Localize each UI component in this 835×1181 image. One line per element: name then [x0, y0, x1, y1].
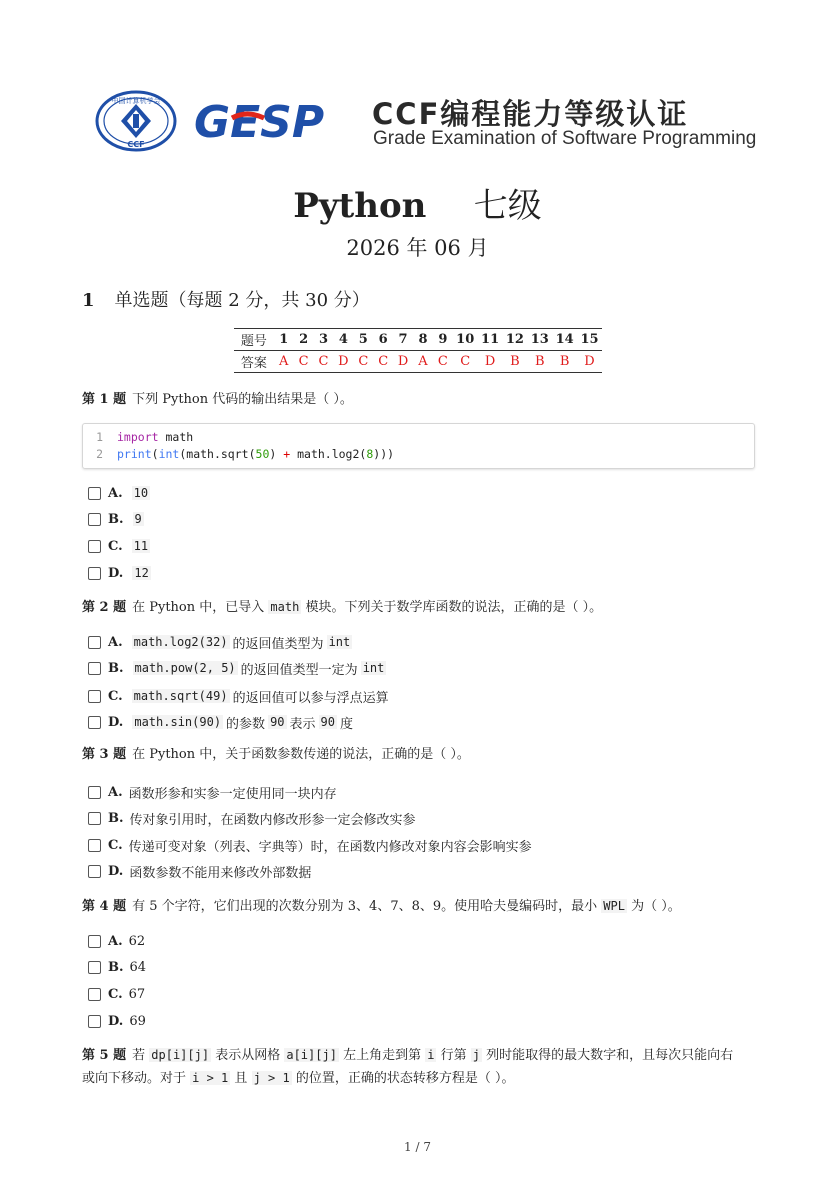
question-number-cell: 5: [358, 332, 368, 347]
question-4-label: 第 4 题: [82, 899, 127, 914]
question-text: 在 Python 中，关于函数参数传递的说法，正确的是（ ）。: [132, 747, 470, 762]
question-text: 列时能取得的最大数字和，且每次只能向右: [486, 1048, 734, 1063]
section-heading: [82, 286, 370, 312]
answer-cell: C: [437, 354, 448, 369]
option-letter: B.: [108, 660, 124, 676]
option-letter: C.: [108, 538, 123, 554]
question-text: 若: [132, 1048, 146, 1063]
code-builtin: print: [117, 447, 152, 461]
option-letter: D.: [108, 1013, 124, 1029]
option-letter: B.: [108, 511, 124, 527]
option-text: 的返回值类型为: [232, 636, 324, 652]
question-2-option-b[interactable]: [88, 658, 389, 678]
answer-cell: C: [298, 354, 309, 369]
question-3-option-c[interactable]: [88, 835, 532, 855]
question-4-option-a[interactable]: [88, 931, 145, 951]
code-number: 8: [366, 447, 374, 461]
inline-code: math.sqrt(49): [133, 689, 228, 703]
section-number: 1: [82, 290, 95, 311]
question-number-cell: 8: [418, 332, 428, 347]
checkbox-icon[interactable]: [88, 961, 101, 974]
emblem-text-top: 中国计算机学会: [111, 97, 161, 105]
inline-code: j: [472, 1048, 480, 1062]
code-keyword: import: [117, 430, 159, 444]
option-text: 69: [129, 1013, 146, 1029]
inline-code: a[i][j]: [286, 1048, 337, 1062]
answer-cell: B: [510, 354, 520, 369]
code-line-1: [83, 429, 193, 446]
answer-cell: A: [418, 354, 428, 369]
option-text: 的参数: [226, 716, 266, 732]
answer-cell: D: [584, 354, 595, 369]
checkbox-icon[interactable]: [88, 716, 101, 729]
answer-cell: C: [358, 354, 369, 369]
question-1-option-b[interactable]: [88, 509, 147, 529]
question-number-cell: 12: [505, 332, 524, 347]
option-letter: A.: [108, 933, 123, 949]
question-text: 或向下移动。对于: [82, 1071, 187, 1086]
gesp-logo: [192, 92, 354, 150]
question-4-option-b[interactable]: [88, 957, 146, 977]
emblem-text-bottom: CCF: [127, 140, 145, 149]
option-letter: D.: [108, 565, 124, 581]
gesp-logo-text: GESP: [194, 97, 325, 148]
ccf-emblem-logo: [95, 90, 177, 152]
question-1-option-c[interactable]: [88, 536, 153, 556]
line-number: 1: [96, 430, 103, 444]
answer-table-answer-row: [234, 351, 602, 372]
exam-date: 2026 年 06 月: [346, 236, 489, 260]
answer-table: [234, 328, 602, 373]
question-text: 模块。下列关于数学库函数的说法，正确的是（ ）。: [305, 600, 603, 615]
checkbox-icon[interactable]: [88, 513, 101, 526]
option-text: 函数形参和实参一定使用同一块内存: [128, 786, 337, 802]
option-letter: C.: [108, 837, 123, 853]
option-letter: A.: [108, 485, 123, 501]
answer-cell: D: [484, 354, 496, 369]
inline-code: math.pow(2, 5): [134, 661, 236, 675]
inline-code: math: [270, 600, 300, 614]
question-5-stem: [82, 1044, 754, 1090]
option-text: 的返回值类型一定为: [240, 662, 358, 678]
line-number: 2: [96, 447, 103, 461]
question-number-cell: 15: [580, 332, 599, 347]
code-text: (: [151, 447, 159, 461]
code-text: ): [269, 447, 284, 461]
question-number-cell: 11: [481, 332, 500, 347]
title-level: 七级: [473, 186, 542, 226]
code-text: math: [158, 430, 194, 444]
question-number-cell: 2: [299, 332, 309, 347]
option-letter: C.: [108, 688, 123, 704]
inline-code: math.log2(32): [133, 635, 228, 649]
option-letter: C.: [108, 986, 123, 1002]
checkbox-icon[interactable]: [88, 540, 101, 553]
question-4-option-d[interactable]: [88, 1011, 146, 1031]
cert-title: CCF编程能力等级认证: [372, 97, 689, 131]
question-1-label: 第 1 题: [82, 392, 127, 407]
question-number-cell: 13: [530, 332, 549, 347]
question-2-option-d[interactable]: [88, 712, 353, 732]
option-letter: B.: [108, 959, 124, 975]
question-text: 为（ ）。: [631, 899, 681, 914]
answer-cell: A: [279, 354, 289, 369]
code-number: 50: [255, 447, 270, 461]
question-4-stem: [82, 895, 762, 918]
option-text: 62: [128, 933, 146, 949]
question-number-cell: 7: [398, 332, 408, 347]
checkbox-icon[interactable]: [88, 690, 101, 703]
option-text: 的返回值可以参与浮点运算: [232, 690, 389, 706]
question-number-cell: 1: [279, 332, 289, 347]
answer-cell: B: [559, 354, 570, 369]
checkbox-icon[interactable]: [88, 567, 101, 580]
inline-code: i > 1: [192, 1071, 229, 1085]
option-text: 11: [133, 539, 149, 553]
code-line-2: [83, 446, 394, 463]
question-3-option-d[interactable]: [88, 861, 311, 881]
option-letter: D.: [108, 714, 124, 730]
page-title: [0, 178, 835, 227]
inline-code: int: [328, 635, 351, 649]
section-label: 单选题（每题 2 分，共 30 分）: [114, 290, 370, 311]
option-text: 64: [129, 959, 147, 975]
question-text: 行第: [440, 1048, 467, 1063]
option-text: 10: [133, 486, 149, 500]
option-letter: A.: [108, 634, 123, 650]
option-letter: B.: [108, 810, 124, 826]
inline-code: j > 1: [253, 1071, 290, 1085]
option-text: 12: [134, 566, 149, 580]
question-5-label: 第 5 题: [82, 1048, 127, 1063]
checkbox-icon[interactable]: [88, 662, 101, 675]
question-1-option-d[interactable]: [88, 563, 154, 583]
question-2-label: 第 2 题: [82, 600, 127, 615]
question-number-cell: 14: [555, 332, 574, 347]
answer-cell: C: [318, 354, 329, 369]
question-3-label: 第 3 题: [82, 747, 127, 762]
question-number-cell: 9: [438, 332, 448, 347]
code-operator: +: [283, 447, 291, 461]
option-text: 9: [134, 512, 142, 526]
question-3-stem: [82, 744, 762, 766]
question-number-cell: 4: [338, 332, 348, 347]
question-2-option-a[interactable]: [88, 632, 355, 652]
answer-cell: C: [378, 354, 389, 369]
question-1-text: 下列 Python 代码的输出结果是（ ）。: [132, 392, 353, 407]
checkbox-icon[interactable]: [88, 865, 101, 878]
question-3-option-a[interactable]: [88, 782, 337, 802]
question-number-cell: 10: [456, 332, 475, 347]
inline-code: math.sin(90): [134, 715, 222, 729]
question-1-stem: [82, 389, 762, 411]
code-text: ))): [373, 447, 395, 461]
code-builtin: int: [158, 447, 180, 461]
code-text: (math.sqrt(: [179, 447, 256, 461]
answer-cell: C: [460, 354, 471, 369]
question-4-option-c[interactable]: [88, 984, 145, 1004]
question-2-option-c[interactable]: [88, 686, 389, 706]
cert-subtitle: Grade Examination of Software Programming: [373, 128, 757, 149]
inline-code: dp[i][j]: [151, 1048, 210, 1062]
question-text: 左上角走到第: [343, 1048, 422, 1063]
answer-table-row1-label: 题号: [240, 334, 267, 349]
title-lang: Python: [293, 186, 427, 226]
inline-code: int: [362, 661, 385, 675]
answer-table-row2-label: 答案: [240, 356, 267, 371]
answer-cell: D: [397, 354, 409, 369]
question-2-stem: [82, 596, 762, 619]
option-letter: D.: [108, 863, 124, 879]
checkbox-icon[interactable]: [88, 786, 101, 799]
option-text: 表示: [289, 716, 316, 732]
option-text: 67: [128, 986, 146, 1002]
checkbox-icon[interactable]: [88, 812, 101, 825]
inline-code: 90: [270, 715, 285, 729]
question-3-option-b[interactable]: [88, 808, 416, 828]
question-number-cell: 6: [378, 332, 388, 347]
checkbox-icon[interactable]: [88, 988, 101, 1001]
answer-table-header-row: [234, 329, 602, 351]
question-text: 在 Python 中，已导入: [132, 600, 265, 615]
question-text: 的位置，正确的状态转移方程是（ ）。: [295, 1071, 515, 1086]
checkbox-icon[interactable]: [88, 636, 101, 649]
question-number-cell: 3: [318, 332, 329, 347]
code-block: [82, 423, 755, 469]
checkbox-icon[interactable]: [88, 1015, 101, 1028]
answer-cell: B: [535, 354, 545, 369]
inline-code: WPL: [603, 899, 625, 913]
option-text: 传对象引用时，在函数内修改形参一定会修改实参: [129, 812, 416, 828]
option-text: 度: [339, 716, 353, 732]
option-letter: A.: [108, 784, 123, 800]
checkbox-icon[interactable]: [88, 935, 101, 948]
option-text: 函数参数不能用来修改外部数据: [129, 865, 312, 881]
question-text: 有 5 个字符，它们出现的次数分别为 3、4、7、8、9。使用哈夫曼编码时，最小: [132, 899, 598, 914]
inline-code: 90: [320, 715, 335, 729]
question-text: 且: [234, 1071, 248, 1086]
question-1-option-a[interactable]: [88, 483, 153, 503]
answer-cell: D: [338, 354, 349, 369]
checkbox-icon[interactable]: [88, 839, 101, 852]
code-text: math.log2(: [290, 447, 367, 461]
page-number: 1 / 7: [404, 1140, 431, 1154]
inline-code: i: [427, 1048, 435, 1062]
question-text: 表示从网格: [215, 1048, 281, 1063]
option-text: 传递可变对象（列表、字典等）时，在函数内修改对象内容会影响实参: [128, 839, 532, 855]
checkbox-icon[interactable]: [88, 487, 101, 500]
